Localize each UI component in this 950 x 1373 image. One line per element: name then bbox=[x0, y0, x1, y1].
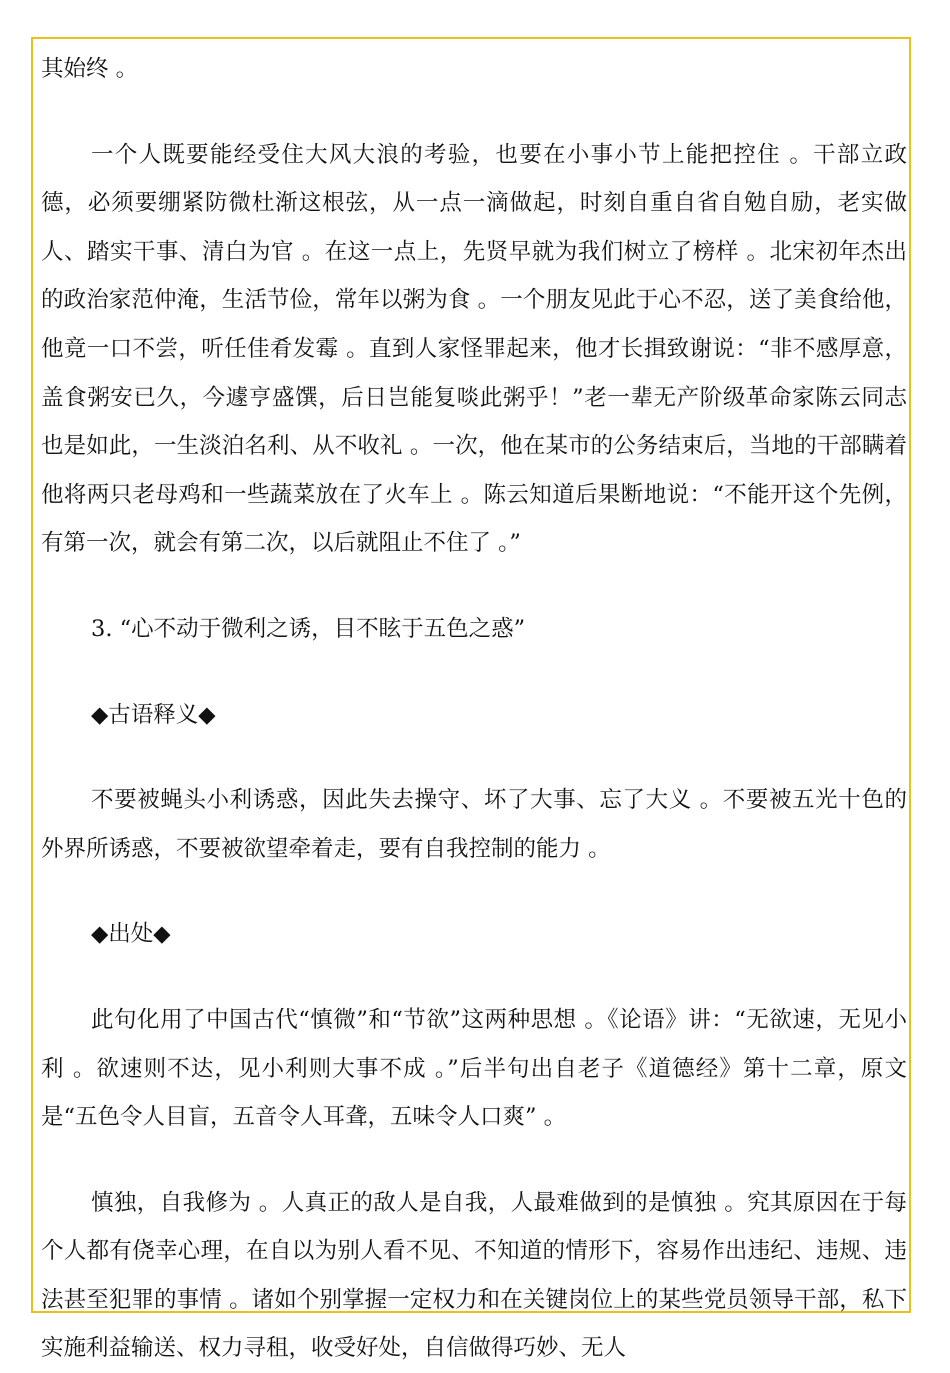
paragraph-self-discipline: 慎独，自我修为 。人真正的敌人是自我，人最难做到的是慎独 。究其原因在于每个人都有侥幸心理，在自以为别人看不见、不知道的情形下，容易作出违纪、违规、违法甚至犯罪的事情 。诸如个别掌握一定权力和在关键岗位上的某些党员领导干部，私下实施利益输送、权力寻租，收受好处，自信做得巧妙、无人 bbox=[41, 1189, 907, 1362]
document-body bbox=[41, 45, 907, 1373]
subheading-source: ◆出处◆ bbox=[91, 921, 171, 948]
subheading-interpretation: ◆古语释义◆ bbox=[91, 701, 216, 728]
paragraph-gap bbox=[41, 739, 907, 776]
paragraph-source: 此句化用了中国古代“慎微”和“节欲”这两种思想 。《论语》讲：“无欲速，无见小利 。欲速则不达，见小利则大事不成 。”后半句出自老子《道德经》第十二章，原文是“五色令人目盲，五音令人耳聋，五味令人口爽” 。 bbox=[41, 1006, 907, 1131]
paragraph-gap bbox=[41, 1142, 907, 1179]
paragraph-interpretation: 不要被蝇头小利诱惑，因此失去操守、坏了大事、忘了大义 。不要被五光十色的外界所诱惑，不要被欲望牵着走，要有自我控制的能力 。 bbox=[41, 787, 907, 862]
paragraph-gap bbox=[41, 568, 907, 605]
paragraph-gap bbox=[41, 654, 907, 691]
section-heading-3: 3. “心不动于微利之诱，目不眩于五色之惑” bbox=[91, 615, 526, 642]
paragraph-fan-zhongyan-chen-yun: 一个人既要能经受住大风大浪的考验，也要在小事小节上能把控住 。干部立政德，必须要绷紧防微杜渐这根弦，从一点一滴做起，时刻自重自省自勉自励，老实做人、踏实干事、清白为官 。在这一点上，先贤早就为我们树立了榜样 。北宋初年杰出的政治家范仲淹，生活节俭，常年以粥为食 。一个朋友见此于心不忍，送了美食给他，他竟一口不尝，听任佳肴发霉 。直到人家怪罪起来，他才长揖致谢说：“非不感厚意，盖食粥安已久，今遽亨盛馔，后日岂能复啖此粥乎！”老一辈无产阶级革命家陈云同志也是如此，一生淡泊名利、从不收礼 。一次，他在某市的公务结束后，当地的干部瞒着他将两只老母鸡和一些蔬菜放在了火车上 。陈云知道后果断地说：“不能开这个先例，有第一次，就会有第二次，以后就阻止不住了 。” bbox=[41, 141, 907, 557]
paragraph-gap bbox=[41, 94, 907, 131]
paragraph-gap bbox=[41, 959, 907, 996]
paragraph-continuation: 其始终 。 bbox=[41, 56, 139, 82]
paragraph-gap bbox=[41, 873, 907, 910]
